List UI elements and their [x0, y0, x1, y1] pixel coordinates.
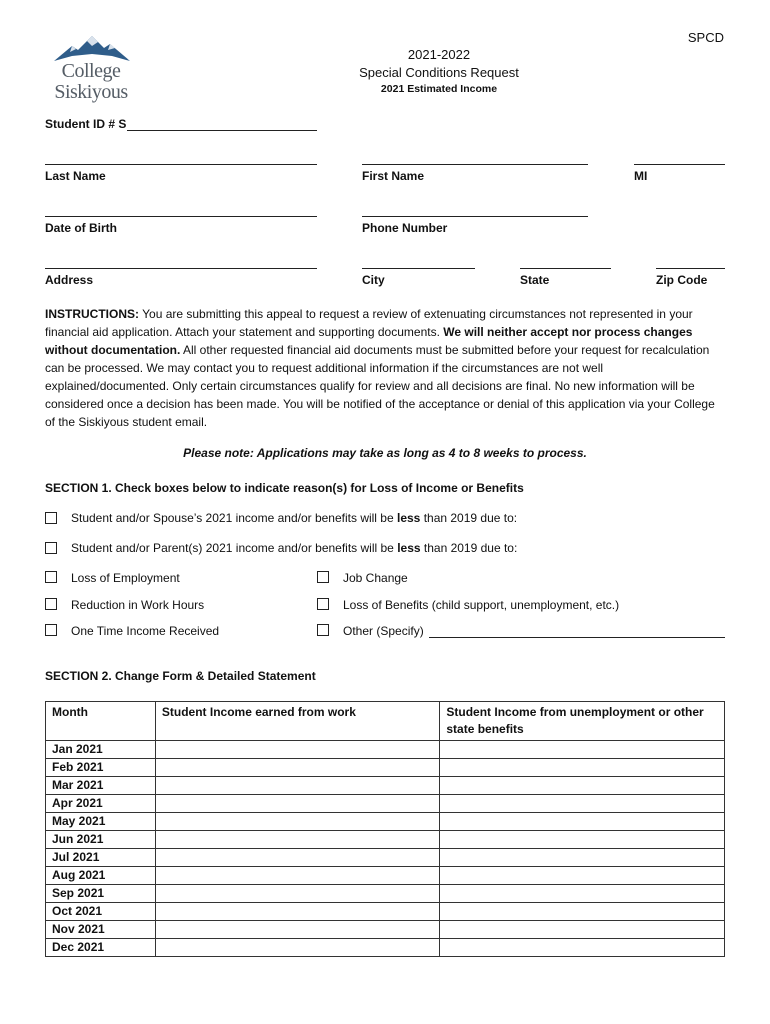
parent-income-label — [71, 541, 517, 555]
month-cell: Jul 2021 — [46, 849, 156, 867]
month-cell: Sep 2021 — [46, 885, 156, 903]
one-time-income-checkbox[interactable] — [45, 624, 57, 636]
logo-text-college: College — [61, 60, 121, 82]
table-row — [46, 795, 725, 813]
work-income-cell[interactable] — [155, 921, 440, 939]
month-cell: May 2021 — [46, 813, 156, 831]
form-title: Special Conditions Request — [359, 65, 519, 80]
form-year: 2021-2022 — [407, 47, 471, 62]
work-income-cell[interactable] — [155, 795, 440, 813]
mi-label: MI — [634, 169, 648, 183]
table-row — [46, 867, 725, 885]
spouse-income-text-end: than 2019 due to: — [420, 511, 518, 525]
work-income-cell[interactable] — [155, 741, 440, 759]
job-change-label: Job Change — [343, 571, 408, 585]
zip-field[interactable] — [656, 268, 725, 269]
income-table — [45, 701, 725, 957]
column-month: Month — [46, 702, 156, 741]
parent-income-text: Student and/or Parent(s) 2021 income and/or benefits will be — [71, 541, 398, 555]
dob-field[interactable] — [45, 216, 317, 217]
form-code: SPCD — [687, 30, 724, 45]
benefits-income-cell[interactable] — [440, 903, 725, 921]
zip-label: Zip Code — [656, 273, 708, 287]
spouse-income-checkbox[interactable] — [45, 512, 57, 524]
table-row — [46, 903, 725, 921]
reduction-hours-checkbox[interactable] — [45, 598, 57, 610]
month-cell: Dec 2021 — [46, 939, 156, 957]
work-income-cell[interactable] — [155, 759, 440, 777]
work-income-cell[interactable] — [155, 831, 440, 849]
work-income-cell[interactable] — [155, 903, 440, 921]
table-row — [46, 939, 725, 957]
benefits-income-cell[interactable] — [440, 759, 725, 777]
table-row — [46, 741, 725, 759]
one-time-income-label: One Time Income Received — [71, 624, 220, 638]
benefits-income-cell[interactable] — [440, 921, 725, 939]
city-label: City — [362, 273, 385, 287]
table-row — [46, 921, 725, 939]
city-field[interactable] — [362, 268, 475, 269]
work-income-cell[interactable] — [155, 939, 440, 957]
student-id-label: Student ID # S — [45, 117, 127, 131]
instructions-paragraph — [45, 305, 721, 431]
month-cell: Aug 2021 — [46, 867, 156, 885]
phone-field[interactable] — [362, 216, 588, 217]
address-label: Address — [45, 273, 94, 287]
table-row — [46, 849, 725, 867]
month-cell: Apr 2021 — [46, 795, 156, 813]
month-cell: Jan 2021 — [46, 741, 156, 759]
benefits-income-cell[interactable] — [440, 885, 725, 903]
logo-text-siskiyous: Siskiyous — [54, 81, 128, 103]
phone-label: Phone Number — [362, 221, 448, 235]
benefits-income-cell[interactable] — [440, 867, 725, 885]
loss-employment-checkbox[interactable] — [45, 571, 57, 583]
instructions-emphasis: We will neither accept nor process changes without documentation. — [45, 325, 693, 357]
section-2-title: SECTION 2. Change Form & Detailed Statement — [45, 669, 316, 683]
other-checkbox[interactable] — [317, 624, 329, 636]
month-cell: Mar 2021 — [46, 777, 156, 795]
section-1-title: SECTION 1. Check boxes below to indicate reason(s) for Loss of Income or Benefits — [45, 481, 524, 495]
loss-employment-label: Loss of Employment — [71, 571, 180, 585]
work-income-cell[interactable] — [155, 867, 440, 885]
spouse-income-text: Student and/or Spouse’s 2021 income and/or benefits will be — [71, 511, 397, 525]
column-work-income: Student Income earned from work — [155, 702, 440, 741]
instructions-text-2: All other requested financial aid documents must be submitted before your request for recalculation can be processed. We may contact you to request additional information if the circumstances are not well explained/documented. Only certain circumstances qualify for review and all decisions are final. No new information will be considered once a decision has been made. You will be notified of the acceptance or denial of this application via your College of the Siskiyous student email. — [45, 343, 715, 429]
parent-income-checkbox[interactable] — [45, 542, 57, 554]
first-name-field[interactable] — [362, 164, 588, 165]
benefits-income-cell[interactable] — [440, 831, 725, 849]
last-name-field[interactable] — [45, 164, 317, 165]
table-row — [46, 777, 725, 795]
table-row — [46, 813, 725, 831]
state-label: State — [520, 273, 550, 287]
month-cell: Nov 2021 — [46, 921, 156, 939]
table-row — [46, 885, 725, 903]
address-field[interactable] — [45, 268, 317, 269]
work-income-cell[interactable] — [155, 885, 440, 903]
last-name-label: Last Name — [45, 169, 106, 183]
benefits-income-cell[interactable] — [440, 741, 725, 759]
instructions-lead: INSTRUCTIONS: — [45, 307, 139, 321]
benefits-income-cell[interactable] — [440, 777, 725, 795]
instructions-text-1: You are submitting this appeal to request a review of extenuating circumstances not represented in your financial aid application. Attach your statement and supporting documents. — [45, 307, 693, 339]
table-row — [46, 831, 725, 849]
parent-income-less: less — [397, 541, 421, 555]
mi-field[interactable] — [634, 164, 725, 165]
month-cell: Jun 2021 — [46, 831, 156, 849]
form-subtitle: 2021 Estimated Income — [380, 83, 498, 95]
loss-benefits-checkbox[interactable] — [317, 598, 329, 610]
processing-note: Please note: Applications may take as long as 4 to 8 weeks to process. — [183, 446, 587, 460]
first-name-label: First Name — [362, 169, 425, 183]
table-row — [46, 759, 725, 777]
student-id-field[interactable] — [127, 130, 317, 131]
month-cell: Feb 2021 — [46, 759, 156, 777]
month-cell: Oct 2021 — [46, 903, 156, 921]
other-label: Other (Specify) — [343, 624, 424, 638]
dob-label: Date of Birth — [45, 221, 117, 235]
benefits-income-cell[interactable] — [440, 849, 725, 867]
work-income-cell[interactable] — [155, 777, 440, 795]
work-income-cell[interactable] — [155, 849, 440, 867]
spouse-income-label — [71, 511, 517, 525]
benefits-income-cell[interactable] — [440, 795, 725, 813]
benefits-income-cell[interactable] — [440, 939, 725, 957]
job-change-checkbox[interactable] — [317, 571, 329, 583]
loss-benefits-label: Loss of Benefits (child support, unemployment, etc.) — [343, 598, 620, 612]
work-income-cell[interactable] — [155, 813, 440, 831]
column-benefits-income: Student Income from unemployment or other state benefits — [440, 702, 725, 741]
other-specify-field[interactable] — [429, 637, 725, 638]
spouse-income-less: less — [397, 511, 421, 525]
reduction-hours-label: Reduction in Work Hours — [71, 598, 205, 612]
benefits-income-cell[interactable] — [440, 813, 725, 831]
state-field[interactable] — [520, 268, 611, 269]
parent-income-text-end: than 2019 due to: — [420, 541, 518, 555]
